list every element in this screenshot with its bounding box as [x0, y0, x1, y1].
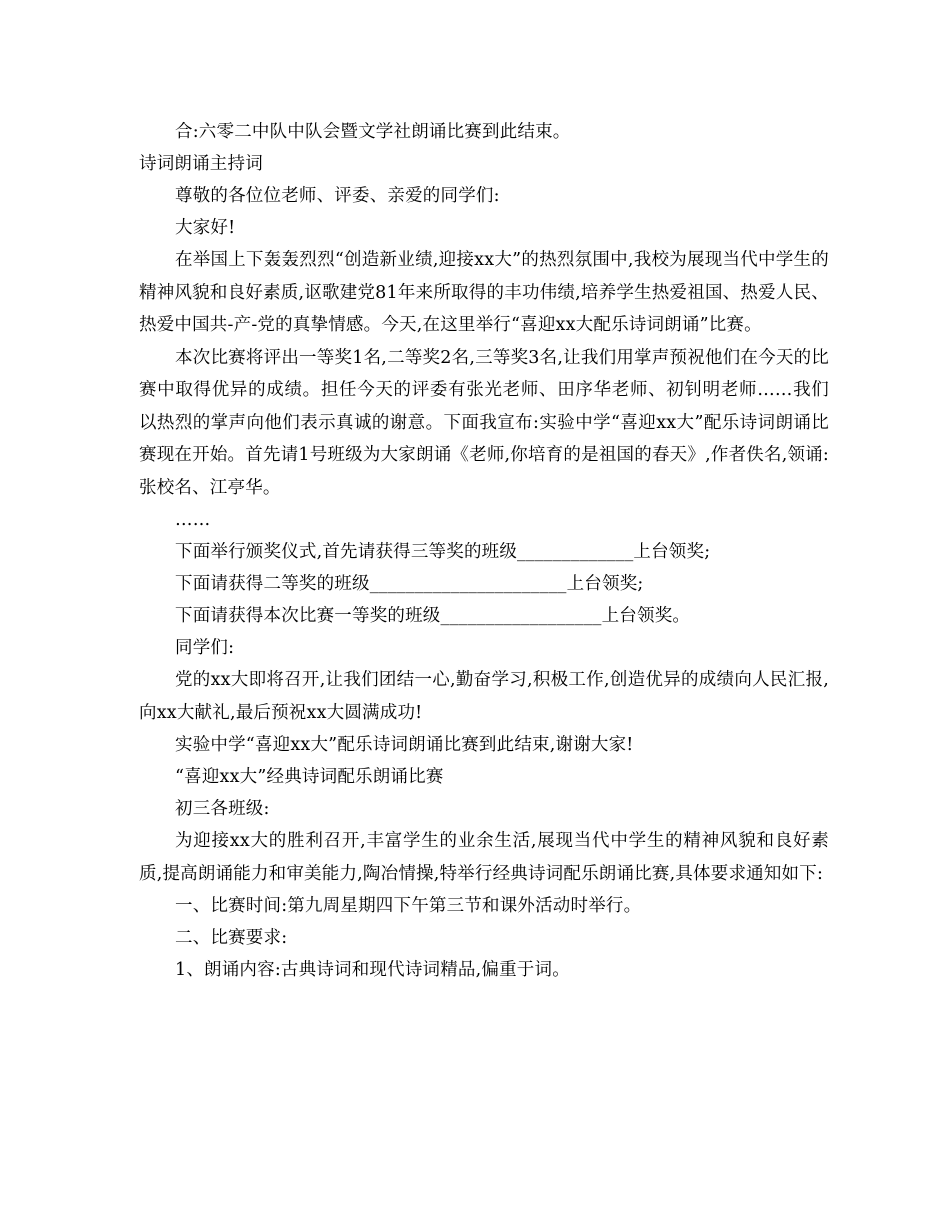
salutation: 尊敬的各位位老师、评委、亲爱的同学们:: [175, 186, 500, 206]
closing-line-602: 合:六零二中队中队会暨文学社朗诵比赛到此结束。: [175, 122, 571, 142]
award-line-second: 下面请获得二等奖的班级______________________上台领奖;: [175, 574, 644, 594]
award-line-first: 下面请获得本次比赛一等奖的班级__________________上台领奖。: [175, 606, 691, 626]
paragraph-awards-judges: 本次比赛将评出一等奖1名,二等奖2名,三等奖3名,让我们用掌声预祝他们在今天的比赛中取得优异的成绩。担任今天的评委有张光老师、田序华老师、初钊明老师……我们以热烈的掌声向他们表示真诚的谢意。下面我宣布:实验中学“喜迎xx大”配乐诗词朗诵比赛现在开始。首先请1号班级为大家朗诵《老师,你培育的是祖国的春天》,作者佚名,领诵:张校名、江亭华。: [139, 347, 829, 498]
greeting: 大家好!: [175, 218, 236, 238]
paragraph-notice: 为迎接xx大的胜利召开,丰富学生的业余生活,展现当代中学生的精神风貌和良好素质,提高朗诵能力和审美能力,陶冶情操,特举行经典诗词配乐朗诵比赛,具体要求通知如下:: [139, 831, 829, 884]
notice-title: “喜迎xx大”经典诗词配乐朗诵比赛: [175, 767, 444, 787]
notice-recipient: 初三各班级:: [175, 799, 270, 819]
notice-item-requirements: 二、比赛要求:: [175, 928, 288, 948]
paragraph-intro: 在举国上下轰轰烈烈“创造新业绩,迎接xx大”的热烈氛围中,我校为展现当代中学生的精神风貌和良好素质,讴歌建党81年来所取得的丰功伟绩,培养学生热爱祖国、热爱人民、热爱中国共-产-党的真挚情感。今天,在这里举行“喜迎xx大配乐诗词朗诵”比赛。: [139, 250, 829, 335]
paragraph-wishes: 党的xx大即将召开,让我们团结一心,勤奋学习,积极工作,创造优异的成绩向人民汇报,向xx大献礼,最后预祝xx大圆满成功!: [139, 670, 829, 723]
closing-line: 实验中学“喜迎xx大”配乐诗词朗诵比赛到此结束,谢谢大家!: [175, 735, 634, 755]
notice-item-content: 1、朗诵内容:古典诗词和现代诗词精品,偏重于词。: [175, 960, 570, 980]
document-body: [139, 116, 829, 986]
classmates-address: 同学们:: [175, 638, 235, 658]
award-line-third: 下面举行颁奖仪式,首先请获得三等奖的班级_____________上台领奖;: [175, 542, 711, 562]
section-heading: 诗词朗诵主持词: [139, 154, 263, 174]
ellipsis-line: ……: [175, 510, 211, 530]
notice-item-time: 一、比赛时间:第九周星期四下午第三节和课外活动时举行。: [175, 896, 642, 916]
